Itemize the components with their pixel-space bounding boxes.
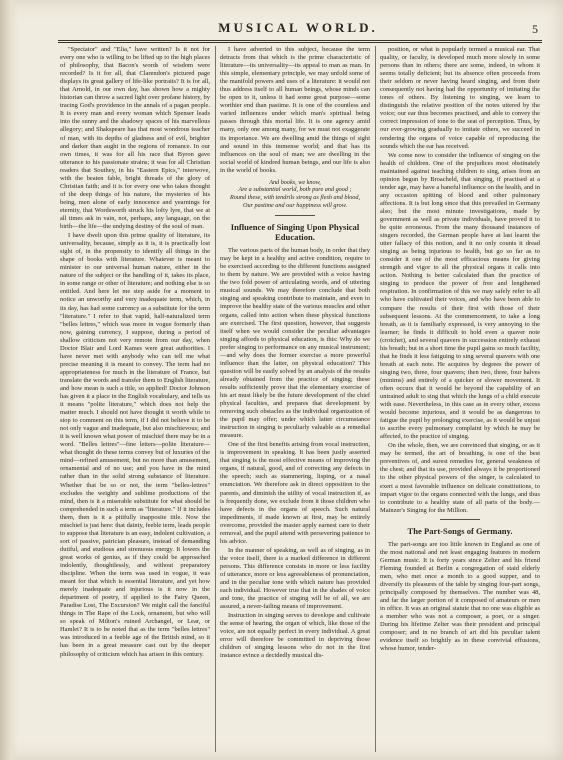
column-2 <box>220 46 370 752</box>
verse-line: Round these, with tendrils strong as flesh and blood, <box>229 193 361 201</box>
section-divider <box>440 519 480 520</box>
verse-quote <box>220 179 370 209</box>
paragraph: The part-songs are too little known in England as one of the most national and not least engaging features in modern German music. It is forty years since Zelter and his friend Fleming founded at Berlin a congregation of staid elderly men, who met once a month to a good supper, and to diversify its pleasures of the table by singing four-part songs, principally composed by themselves. The number was 48, and far the larger portion of it composed of amateurs or men in office. It was an original statute that no one was eligible as a member who was not a composer, a poet, or a singer. During his lifetime Zelter was their president and principal composer; and in no branch of art did his peculiar talent evidence itself so brightly as in these convivial effusions, whose humor, tender- <box>380 540 540 653</box>
column-divider <box>215 46 216 752</box>
paragraph: We come now to consider the influence of singing on the health of children. One of the prejudices most obstinately maintained against teaching children to sing, arises from an opinion begun by Broacheld, that singing, if practised at a tender age, may have a baneful influence on the health, and in any occasion spitting of blood and other pulmonary affections. It is but long since that this prevailed in Germany also; but the most minute investigations, made by government as well as private individuals, have proved it to be quite erroneous. From the many thousand instances of singers recorded, the German people have at last learnt the utter fallacy of this notion, and it no only counts it dread singing as being injurious to health, but go so far as to consider it one of the most efficacious means for giving strength and vigor to all the physical organs it calls into action. Nothing is better calculated than the practice of singing to produce the power of free and lengthened respiration. In confirmation of this we may safely refer to all who have cultivated their voices, and who have been able to compare the results of their first with those of their subsequent lessons. At the commencement, to take a long breath, as it is familiarly expressed, is very annoying to the learner; he finds it difficult to hold even a quaver note (crotchet), and several quavers in succession entirely exhaust his breath; but in a short time the pupil gains so much facility, that he finds it less fatiguing to sing several quavers with one breath at each note. He acquires by degrees the power of singing two, three, four quavers; then two, three, four halves (minims) and entirely of a quicker or slower movement. It often occurs that it would be beyond the capability of an untrained adult to sing that which the lungs of a child execute with ease. Nevertheless, in this case as in every other, excess would become injurious, and it would be as dangerous to fatigue the pupil by prolonging exercise, as it would be unjust to ascribe every pulmonary complaint by which he may be affected, to the practice of singing. <box>380 151 540 441</box>
paragraph: On the whole, then, we are convinced that singing, or as it may be termed, the art of breathing, is one of the best preventives of, and surest remedies for, general weakness of the chest; and that its use, provided always it be proportioned to the other physical powers of the singer, is calculated to exert a most favorable influence on delicate constitutions, to impart vigor to the organs connected with the lungs, and thus to contribute to a healthy state of all parts of the body.—Mainzer's Singing for the Million. <box>380 442 540 514</box>
paragraph: One of the first benefits arising from vocal instruction, is improvement in speaking. It has been justly asserted that singing is the most effective means of improving the organs, if natural, good, and of correcting any defects in the speech; such as stammering, lisping, or a nasal enunciation. We therefore ask in direct opposition to the parents, and diminish the utility of vocal instruction if, as is frequently done, we exclude from it those children who have defects in the organs of speech. Such natural impediments, if made known at first, may be entirely overcome, provided the master apply earnest care to their removal, and the pupil attend with persevering patience to his advice. <box>220 441 370 545</box>
paragraph: "Spectator" and "Elia," have written? Is it not for every one who is willing to be lifted up to the high places of philosophy, that Bacon's words of wisdom were recorded? Is it for all, that Clarendon's pictured page displays its great gallery of life-like portraits? It is for all, that Arnold, in our own day, has shown how a mighty historian can throw a sacred light over profane history, by tracing God's providence in the annals of a pagan people. It is every man and every woman which Spenser leads into the sunny and the shadowy spaces of his marvellous allegory; and Shakspeare has that most wondrous teacher of man, with its depths of gladness and of evil, brighter and darker than aught in the regions of romance. In our own times, it was for all his race that Byron gave utterance to his passionate strains; it was for all Christian readers that Southey, in his "Eastern Epics," interwove, with the beaten fable, bright threads of the glory of Christian faith; and it is for every one who takes thought of the deep things of his nature, the mysteries of his being, men alone of early innocence and yearnings for eternity, that Wordsworth struck his lofty lyre, that we at all times ask in vain, not, perhaps, any language, on the birth—the life—the undying destiny of the soul of man. <box>60 46 210 231</box>
paragraph: I have adverted to this subject, because the term detracts from that which is the prime characteristic of literature—its universality—its appeal to man as man. In this simple, elementary principle, we may unfold some of the manifold powers and uses of a literature: it would not thus address itself to all human beings, whose minds can be open to it, unless it had some great purpose—some worthier end than pastime. It is one of the countless and varied influences under which man's spiritual being passes through this mortal life. It is one agency amid many, only one among many, for we must not exaggerate its importance. We are dwelling amid the things of sight and sound in this immense world; and that has its influences on the soul of man; we are dwelling in the social world of kindred human beings, and our life is also in the world of books. <box>220 46 370 174</box>
header-rule-thin <box>58 42 542 43</box>
paragraph: In the manner of speaking, as well as of singing, as in the voice itself, there is a marked difference in different persons. This difference consists in more or less facility of utterance, more or less agreeableness of pronunciation, and in the peculiar tone with which nature has provided each individual. However true that in the shades of voice and tone, the practice of singing will be of all, we are assured, a never-failing means of improvement. <box>220 546 370 611</box>
header-rule <box>58 40 542 41</box>
column-3 <box>380 46 540 752</box>
binding-edge <box>0 0 18 760</box>
column-divider <box>375 46 376 752</box>
section-divider <box>275 215 315 216</box>
paragraph: I have dwelt upon this prime quality of literature, its universality, because, simply as it is, it is practically lost sight of, in the propensity to identify all things in the shape of books with literature. Whatever is meant to minister to our universal human nature, either in the nature of the subject or the handling of it, takes its place, in some range or other of literature; and nothing else is so entitled. And here let me step aside for a moment to notice an unworthy and very inadequate term, which, in its day, has had some currency as a substitute for the term "literature." I refer to that vapid, half-naturalized term "belles lettres," which was more in vogue formerly than now, gaining currency, I suppose, during a period of shallow criticism not very remote from our day, when Doctor Blair and Lord Kames were great authorities. I have never met with anybody who can tell me what precise meaning it is meant to convey. The term had no appropriateness for much in the literature of France, but translate the words and transfer them to English literature, and how mean is such a title, so applied! Doctor Johnson has given it a place in the English vocabulary, and tells us it means "polite literature," which does not help the matter much. I should not have thought it worth while to stop to comment on this term, if I did not believe it to be not only vague and inadequate, but also mischievous; and it is well known what power of mischief there may be in a word. "Belles lettres"—fine letters—polite literature—what thought do these terms convey but of luxuries of the mind—refined amusement, but no more than amusement, ornamental and of no use; and you have in the mind rather than in the solid strong substance of literature. Whether that be so or not, the term "belles-lettres" excludes the weighty and sublime productions of the mind, then is it a miserable substitute for what should be comprehended in such a term as "literature." If it includes them, then is it a pitifully inapposite title. Now the mischief is just here: that dainty, feeble term, leads people to suppose that literature is an easy, indolent cultivation, a sort of passive, patrician pleasure, instead of demanding dutiful, and studious and strenuous energy. It lowers the great works of genius, as if they could be approached indolently, thoughtlessly, and without preparatory discipline. When the term was used in vogue, it was meant for that which is essential literature, and yet how merely inadequate and injurious is it now in the department of poetry, if applied to the Fairy Queen, Paradise Lost, The Excursion? We might call the fanciful things in The Rape of the Lock, ornament, but who will so speak of Milton's ruined Archangel, or Lear, or Hamlet? It is to be noted that as the term "belles lettres" was introduced in a feeble age of the British mind, so it has been in a great measure cast out by the deeper philosophy of criticism which has arisen in this century. <box>60 232 210 658</box>
verse-line: And books, we know, <box>269 178 321 186</box>
section-title: The Part-Songs of Germany. <box>407 525 513 536</box>
column-1 <box>60 46 210 752</box>
verse-line: Are a substantial world, both pure and good ; <box>238 186 352 194</box>
section-title: Influence of Singing Upon Physical Education. <box>230 222 360 243</box>
paragraph: position, or what is popularly termed a musical ear. That quality, or faculty, is developed much more slowly in some persons than in others; there are some, indeed, in whom it seems totally deficient; but its absence often proceeds from their seldom or never having heard singing, and from their consequently not having had the opportunity of imitating the tones of others. By listening to singing, we learn to distinguish the relative position of the notes uttered by the voice; our ear thus becomes practised, and able to convey the correct impression of tone to the seat of perception. Thus, by our ever-growing gradually to imitate others, we succeed in rendering the organs of voice capable of reproducing the sounds which the ear has received. <box>380 46 540 150</box>
page-mark: 5 <box>532 22 538 36</box>
paragraph: Instruction in singing serves to develope and cultivate the sense of hearing, the organ of which, like those of the voice, are not equally perfect in every individual. A great error will therefore be committed in depriving those children of singing lessons who do not in the first instance evince a decidedly musical dis- <box>220 612 370 660</box>
page-header <box>58 20 538 40</box>
verse-line: Our pastime and our happiness will grow. <box>243 201 347 209</box>
masthead-title: MUSICAL WORLD. <box>218 20 378 35</box>
paragraph: The various parts of the human body, in order that they may be kept in a healthy and active condition, require to be exercised according to the different functions assigned to them by nature. We are provided with a voice having the two fold power of articulating words, and of uttering musical sounds. We may therefore conclude that both singing and speaking contribute to maintain, and even to improve the healthy state of the various muscles and other organs, called into action when these physical functions are exercised. The first question, however, that suggests itself when we would consider the peculiar advantages singing affords to physical education, is this: Why do we prefer singing to performance on any musical instrument;—and why does the former exercise a more powerful influence than the latter, on physical education? This question will be easily solved by an analysis of the results already obtained from the practice of singing; these results sufficiently prove that the elementary exercise of his art must likely be the future development of the chief physical faculties, and prepares that development by removing such obstacles as the individual organization of the pupil may offer; under which latter circumstance instruction in singing is peculiarly valuable as a remedial measure. <box>220 247 370 440</box>
